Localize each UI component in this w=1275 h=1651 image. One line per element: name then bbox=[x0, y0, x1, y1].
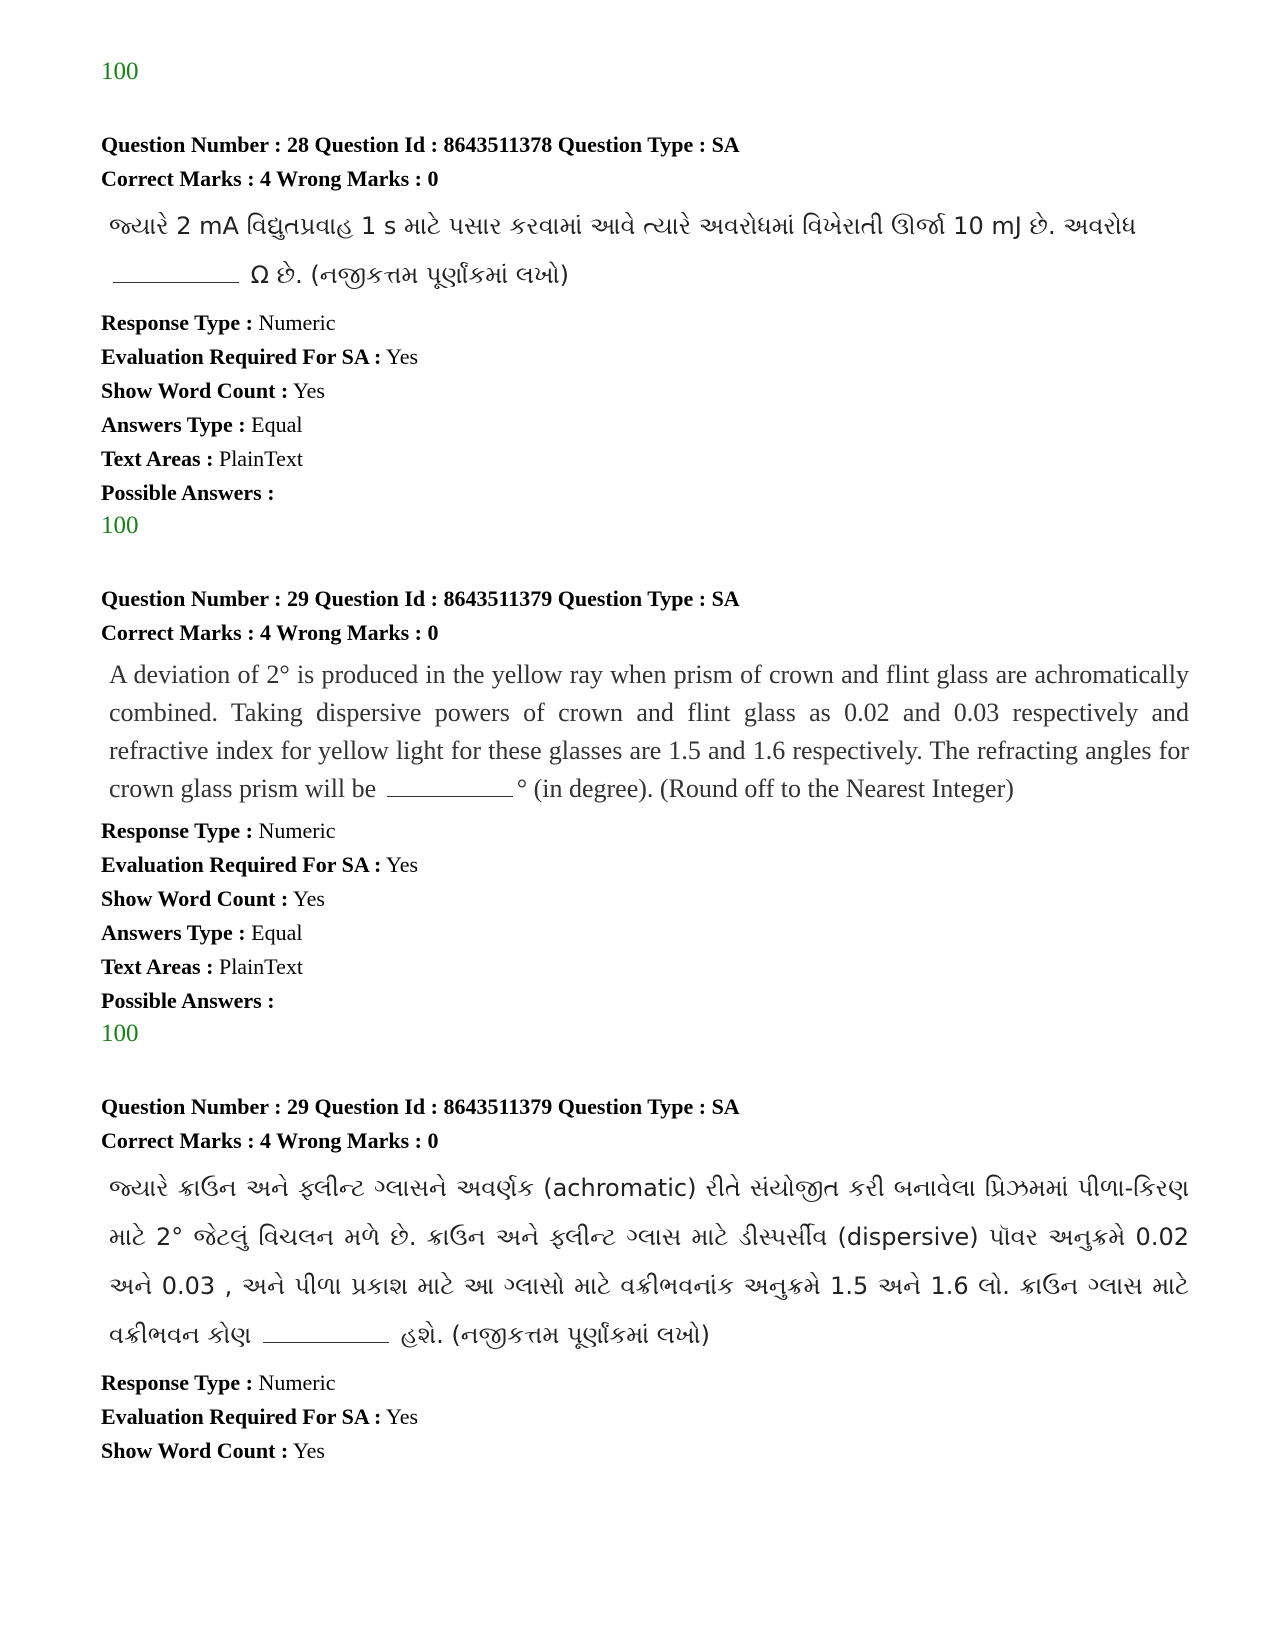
answers-type-label: Answers Type : bbox=[101, 412, 246, 437]
evaluation-row bbox=[101, 340, 1181, 374]
word-count-value: Yes bbox=[292, 1438, 325, 1463]
text-areas-value: PlainText bbox=[218, 954, 303, 979]
answer-blank bbox=[263, 1324, 389, 1343]
text-areas-row bbox=[101, 950, 1181, 984]
question-marks: Correct Marks : 4 Wrong Marks : 0 bbox=[101, 1128, 439, 1153]
question-text bbox=[109, 202, 1189, 300]
answers-type-label: Answers Type : bbox=[101, 920, 246, 945]
word-count-row bbox=[101, 374, 1181, 408]
response-type-row bbox=[101, 1366, 1181, 1400]
evaluation-value: Yes bbox=[386, 1404, 419, 1429]
response-type-row bbox=[101, 306, 1181, 340]
evaluation-value: Yes bbox=[386, 852, 419, 877]
evaluation-label: Evaluation Required For SA : bbox=[101, 344, 382, 369]
response-type-value: Numeric bbox=[258, 818, 336, 843]
text-areas-row bbox=[101, 442, 1181, 476]
answers-type-value: Equal bbox=[251, 412, 303, 437]
word-count-row bbox=[101, 1434, 1181, 1468]
response-type-label: Response Type : bbox=[101, 818, 253, 843]
word-count-row bbox=[101, 882, 1181, 916]
previous-possible-answer: 100 bbox=[101, 58, 139, 85]
question-header: Question Number : 28 Question Id : 8643511378 Question Type : SA bbox=[101, 132, 740, 157]
possible-answers-label: Possible Answers : bbox=[101, 988, 275, 1013]
text-areas-label: Text Areas : bbox=[101, 446, 214, 471]
possible-answers-label: Possible Answers : bbox=[101, 480, 275, 505]
possible-answer-value: 100 bbox=[101, 512, 139, 539]
answer-blank bbox=[113, 264, 239, 283]
possible-answers-row bbox=[101, 984, 1181, 1018]
response-type-value: Numeric bbox=[258, 1370, 336, 1395]
question-block-29-en bbox=[101, 582, 1189, 1050]
response-type-label: Response Type : bbox=[101, 310, 253, 335]
word-count-value: Yes bbox=[292, 378, 325, 403]
question-block-28 bbox=[101, 128, 1181, 542]
word-count-label: Show Word Count : bbox=[101, 886, 289, 911]
question-block-29-gu bbox=[101, 1090, 1189, 1468]
question-text-part-2: ° (in degree). (Round off to the Nearest Integer) bbox=[516, 774, 1014, 803]
response-type-label: Response Type : bbox=[101, 1370, 253, 1395]
possible-answer-value: 100 bbox=[101, 1020, 139, 1047]
word-count-value: Yes bbox=[292, 886, 325, 911]
question-marks: Correct Marks : 4 Wrong Marks : 0 bbox=[101, 166, 439, 191]
response-type-value: Numeric bbox=[258, 310, 336, 335]
question-header: Question Number : 29 Question Id : 8643511379 Question Type : SA bbox=[101, 586, 740, 611]
evaluation-label: Evaluation Required For SA : bbox=[101, 1404, 382, 1429]
question-text bbox=[109, 1164, 1189, 1360]
possible-answers-row bbox=[101, 476, 1181, 510]
question-text-part-2: હશે. (નજીકત્તમ પૂર્ણાંકમાં લખો) bbox=[400, 1321, 710, 1349]
answers-type-row bbox=[101, 408, 1181, 442]
answer-blank bbox=[387, 778, 513, 797]
question-text bbox=[109, 656, 1189, 808]
document-page bbox=[101, 56, 1189, 1468]
question-text-part-1: જ્યારે ક્રાઉન અને ફ્લીન્ટ ગ્લાસને અવર્ણક (achromatic) રીતે સંયોજીત કરી બનાવેલા પ્રિઝમમાં પીળા-કિરણ માટે 2° જેટલું વિચલન મળે છે. ક્રાઉન અને ફ્લીન્ટ ગ્લાસ માટે ડીસ્પર્સીવ (dispersive) પૉવર અનુક્રમે 0.02 અને 0.03 , અને પીળા પ્રકાશ માટે આ ગ્લાસો માટે વક્રીભવનાંક અનુક્રમે 1.5 અને 1.6 લો. ક્રાઉન ગ્લાસ માટે વક્રીભવન કોણ bbox=[109, 1174, 1189, 1349]
text-areas-label: Text Areas : bbox=[101, 954, 214, 979]
question-text-part-2: Ω છે. (નજીકત્તમ પૂર્ણાંકમાં લખો) bbox=[250, 261, 569, 289]
evaluation-value: Yes bbox=[386, 344, 419, 369]
question-header: Question Number : 29 Question Id : 8643511379 Question Type : SA bbox=[101, 1094, 740, 1119]
evaluation-row bbox=[101, 848, 1181, 882]
evaluation-label: Evaluation Required For SA : bbox=[101, 852, 382, 877]
answers-type-row bbox=[101, 916, 1181, 950]
word-count-label: Show Word Count : bbox=[101, 1438, 289, 1463]
question-marks: Correct Marks : 4 Wrong Marks : 0 bbox=[101, 620, 439, 645]
word-count-label: Show Word Count : bbox=[101, 378, 289, 403]
question-text-part-1: A deviation of 2° is produced in the yellow ray when prism of crown and flint glass are achromatically combined. Taking dispersive powers of crown and flint glass as 0.02 and 0.03 respectively and refractive index for yellow light for these glasses are 1.5 and 1.6 respectively. The refracting angles for crown glass prism will be bbox=[109, 660, 1189, 803]
evaluation-row bbox=[101, 1400, 1181, 1434]
answers-type-value: Equal bbox=[251, 920, 303, 945]
question-text-part-1: જ્યારે 2 mA વિદ્યુતપ્રવાહ 1 s માટે પસાર કરવામાં આવે ત્યારે અવરોધમાં વિખેરાતી ઊર્જા 10 mJ છે. અવરોધ bbox=[109, 212, 1137, 240]
response-type-row bbox=[101, 814, 1181, 848]
text-areas-value: PlainText bbox=[218, 446, 303, 471]
